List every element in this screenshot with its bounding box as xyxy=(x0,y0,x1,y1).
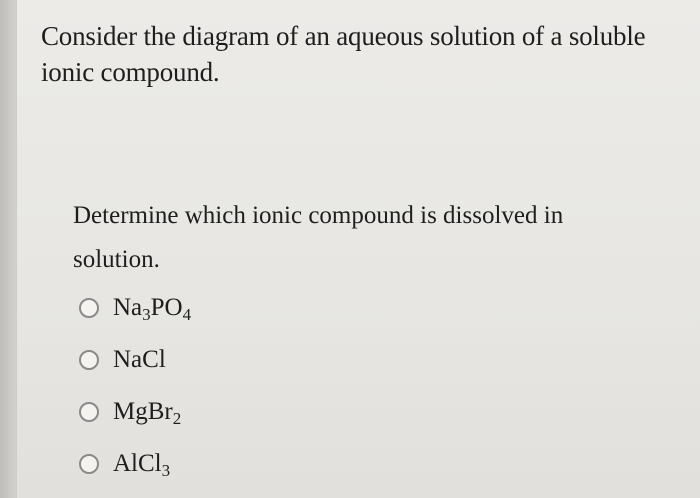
option-nacl[interactable] xyxy=(79,334,191,386)
question-panel xyxy=(16,0,700,498)
option-na3po4[interactable] xyxy=(79,282,191,334)
radio-button[interactable] xyxy=(79,402,99,422)
option-label: MgBr$_2$ xyxy=(113,398,182,428)
prompt-text: Determine which ionic compound is dissolved in solution. xyxy=(73,202,564,273)
radio-button[interactable] xyxy=(79,350,99,370)
left-edge xyxy=(0,0,16,498)
option-alcl3[interactable] xyxy=(79,438,191,490)
option-label: $Na_3PO_4$ xyxy=(113,294,192,324)
radio-button[interactable] xyxy=(79,454,99,474)
option-mgbr2[interactable] xyxy=(79,386,191,438)
option-label: AlCl$_3$ xyxy=(113,450,171,480)
radio-button[interactable] xyxy=(79,298,99,318)
question-text: Consider the diagram of an aqueous solution of a soluble ionic compound. xyxy=(41,21,646,87)
answer-options xyxy=(79,282,191,490)
option-label: NaCl xyxy=(113,346,166,373)
